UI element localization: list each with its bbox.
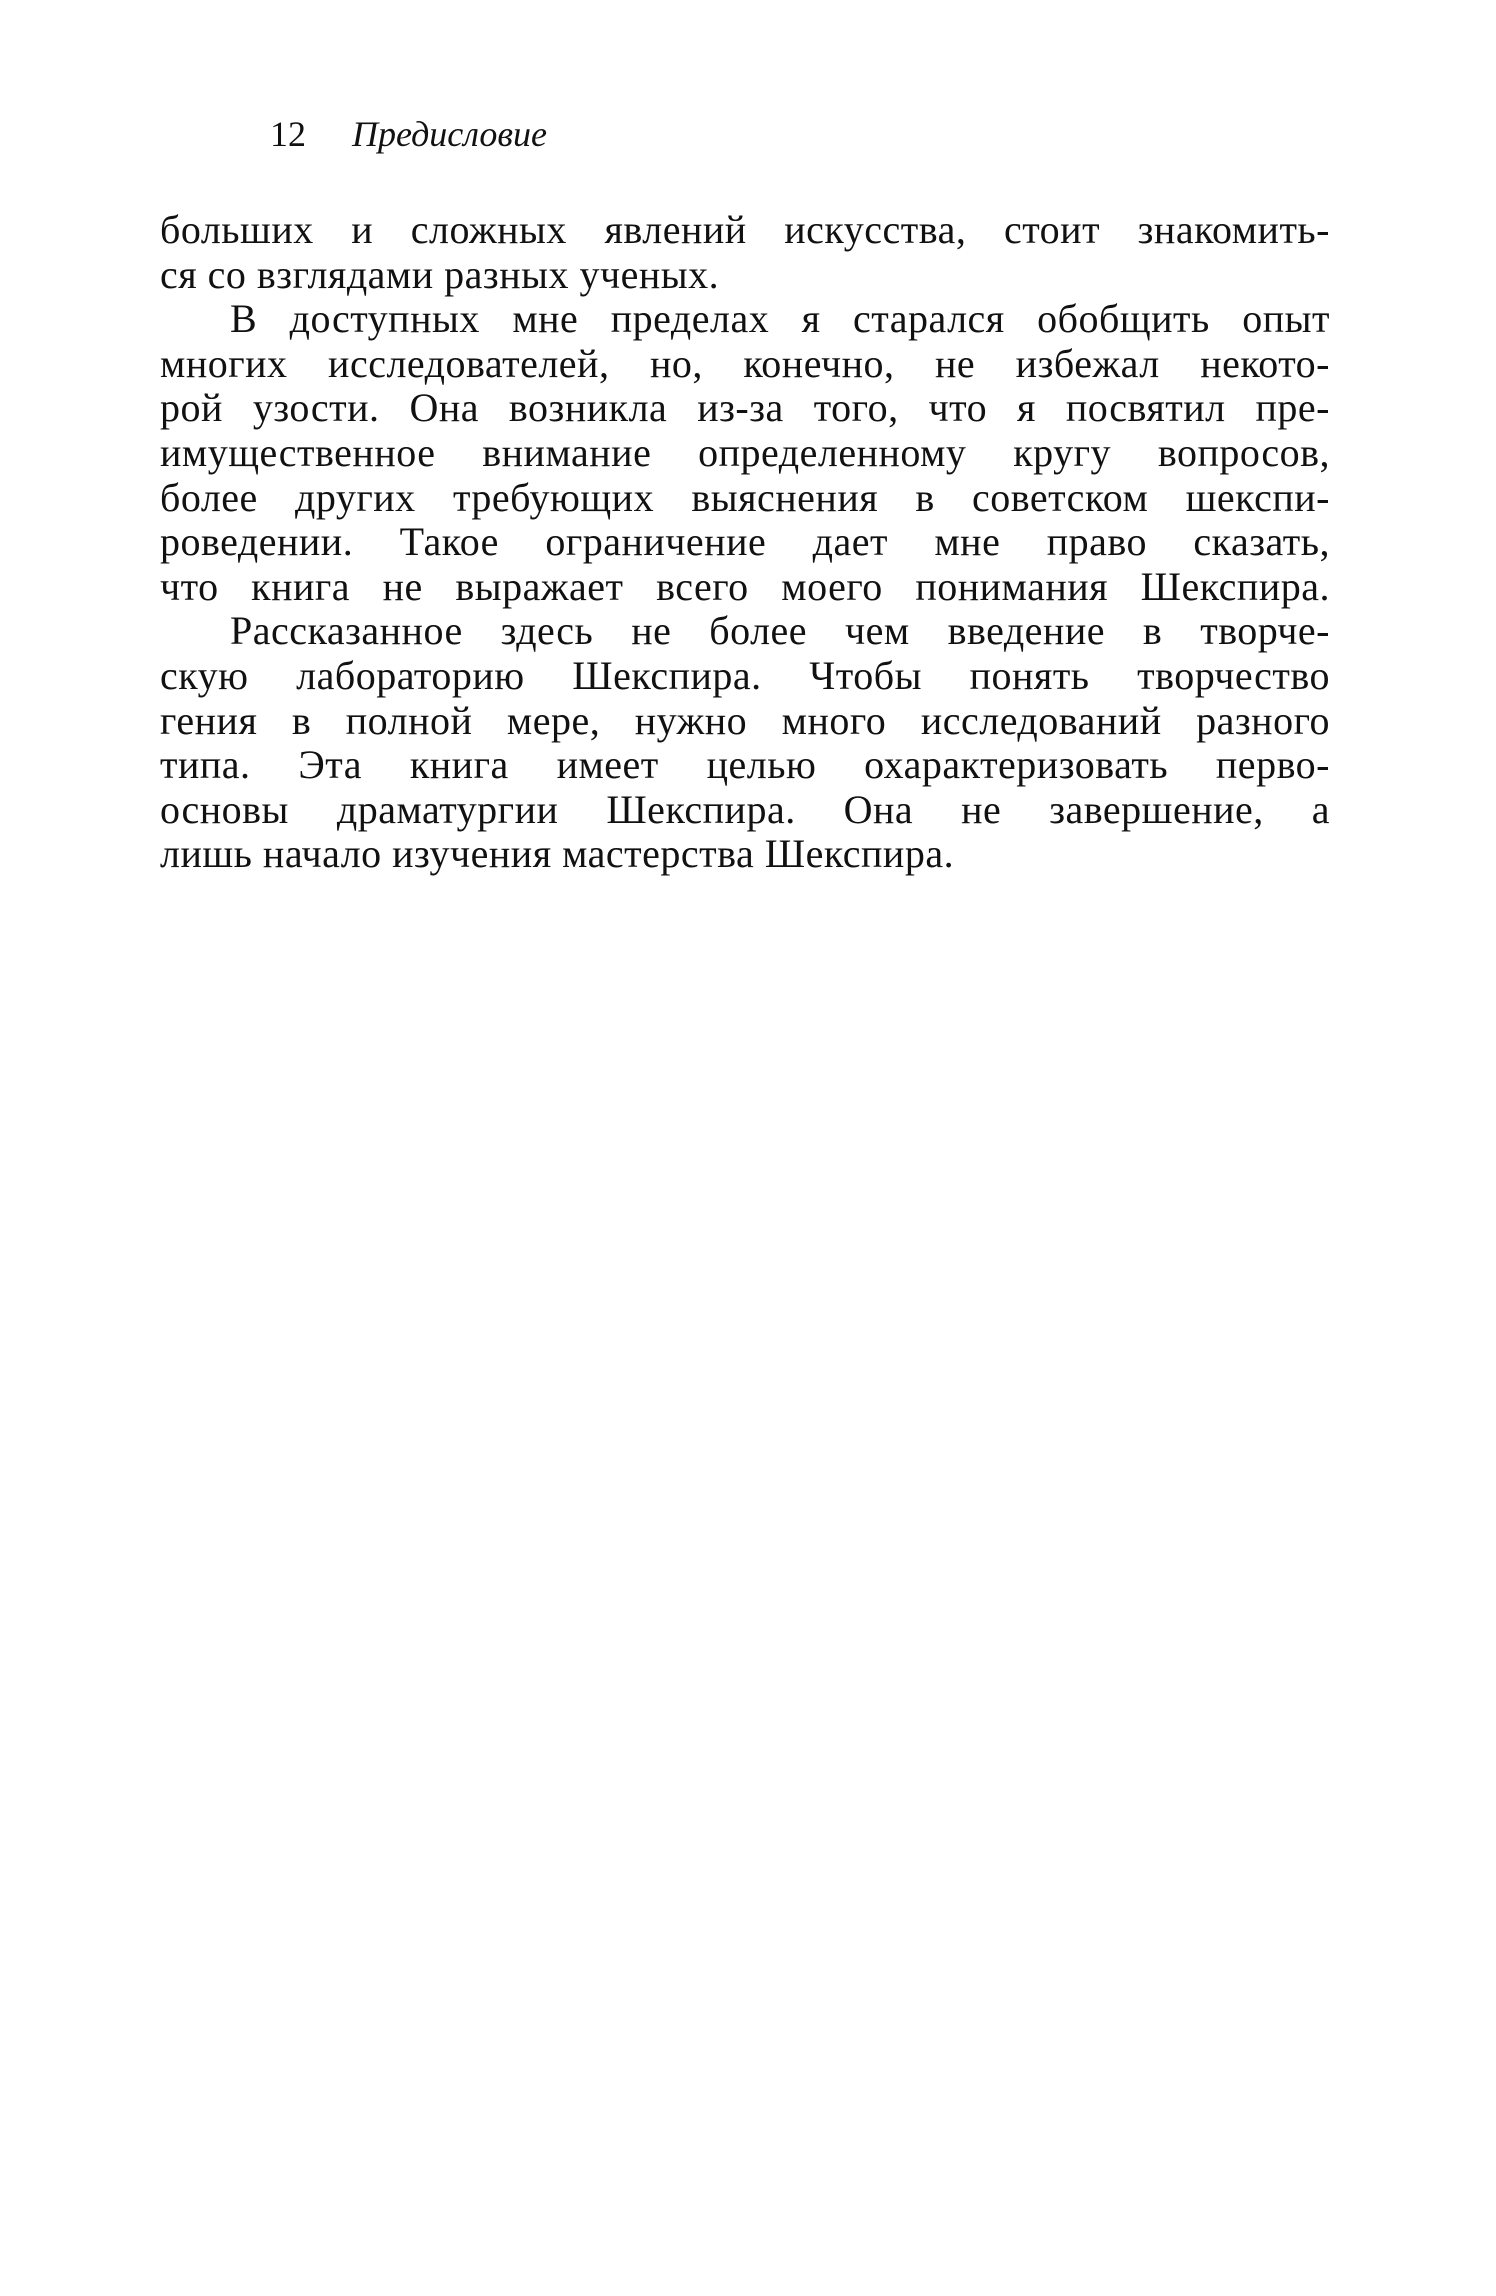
text-line: многих исследователей, но, конечно, не избежал некото-: [160, 340, 1330, 386]
text-line: Рассказанное здесь не более чем введение в творче-: [230, 608, 1330, 654]
section-title: Предисловие: [352, 114, 548, 154]
text-line: роведении. Такое ограничение дает мне право сказать,: [160, 519, 1330, 565]
text-line: лишь начало изучения мастерства Шекспира.: [160, 831, 955, 877]
paragraph-3: [160, 609, 1330, 877]
text-line: что книга не выражает всего моего понимания Шекспира.: [160, 563, 1330, 609]
body-text: [160, 208, 1330, 877]
text-line: более других требующих выяснения в советском шекспи-: [160, 474, 1330, 520]
text-line: гения в полной мере, нужно много исследований разного: [160, 697, 1330, 743]
text-line: рой узости. Она возникла из-за того, что я посвятил пре-: [160, 385, 1330, 431]
text-line: скую лабораторию Шекспира. Чтобы понять творчество: [160, 652, 1330, 698]
running-head: [270, 112, 547, 156]
text-line: имущественное внимание определенному кругу вопросов,: [160, 429, 1330, 475]
text-line: типа. Эта книга имеет целью охарактеризовать перво-: [160, 742, 1330, 788]
text-line: больших и сложных явлений искусства, стоит знакомить-: [160, 207, 1330, 252]
text-line: В доступных мне пределах я старался обобщить опыт: [230, 296, 1330, 342]
paragraph-2: [160, 297, 1330, 609]
text-line: ся со взглядами разных ученых.: [160, 251, 720, 297]
paragraph-1: [160, 208, 1330, 297]
text-line: основы драматургии Шекспира. Она не завершение, а: [160, 786, 1330, 832]
page-number: 12: [270, 114, 306, 154]
